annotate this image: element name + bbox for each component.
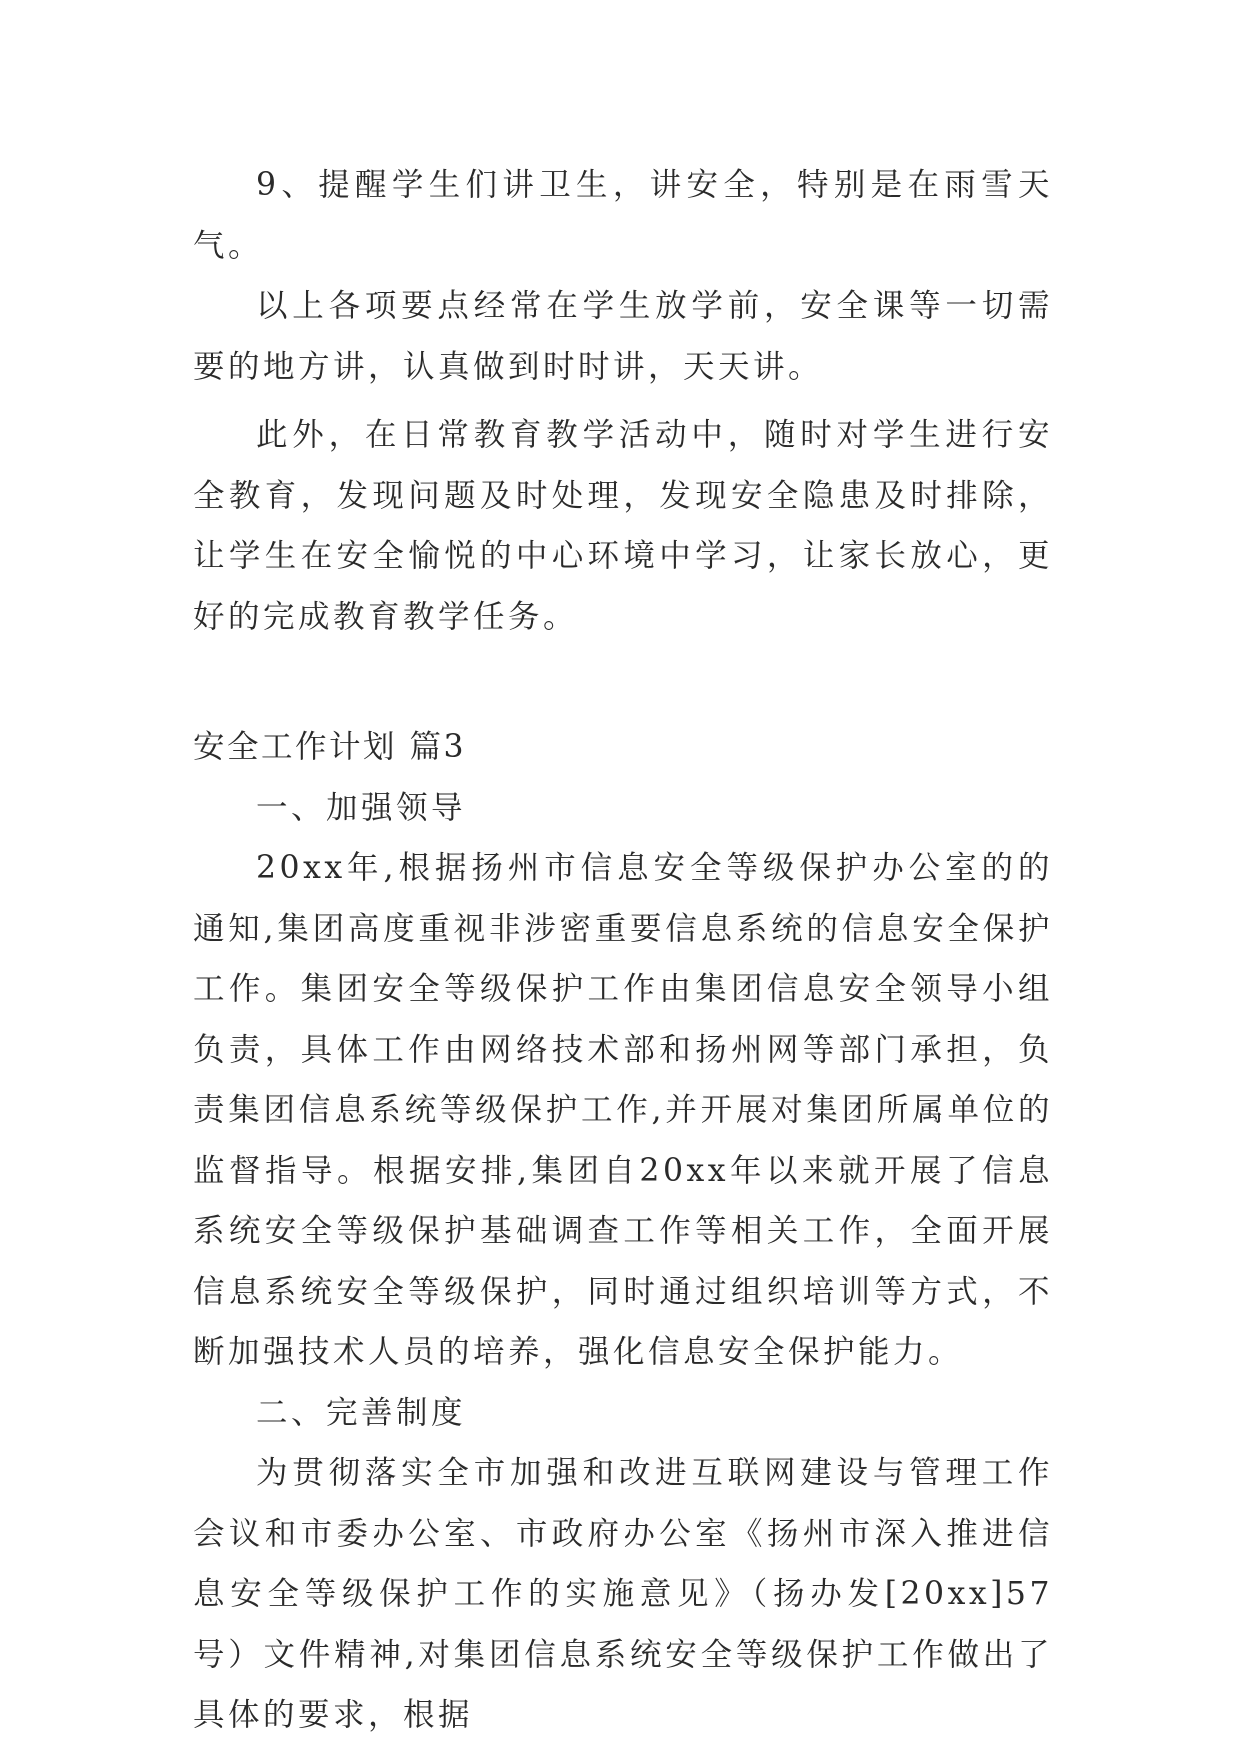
paragraph-additional: 此外，在日常教育教学活动中，随时对学生进行安全教育，发现问题及时处理，发现安全隐患及时排除，让学生在安全愉悦的中心环境中学习，让家长放心，更好的完成教育教学任务。 bbox=[193, 417, 1053, 635]
paragraph-summary: 以上各项要点经常在学生放学前，安全课等一切需要的地方讲，认真做到时时讲，天天讲。 bbox=[193, 288, 1053, 385]
section-2-heading: 二、完善制度 bbox=[256, 1394, 467, 1431]
document-body bbox=[193, 155, 1053, 1746]
paragraph-item-9: 9、提醒学生们讲卫生，讲安全，特别是在雨雪天气。 bbox=[193, 167, 1053, 264]
section-1-heading: 一、加强领导 bbox=[256, 789, 467, 826]
section-2-body: 为贯彻落实全市加强和改进互联网建设与管理工作会议和市委办公室、市政府办公室《扬州市深入推进信息安全等级保护工作的实施意见》（扬办发[20xx]57号）文件精神,对集团信息系统安全等级保护工作做出了具体的要求，根据 bbox=[193, 1455, 1053, 1733]
section-1-body: 20xx年,根据扬州市信息安全等级保护办公室的的通知,集团高度重视非涉密重要信息系统的信息安全保护工作。集团安全等级保护工作由集团信息安全领导小组负责，具体工作由网络技术部和扬州网等部门承担，负责集团信息系统等级保护工作,并开展对集团所属单位的监督指导。根据安排,集团自20xx年以来就开展了信息系统安全等级保护基础调查工作等相关工作，全面开展信息系统安全等级保护，同时通过组织培训等方式，不断加强技术人员的培养，强化信息安全保护能力。 bbox=[193, 850, 1053, 1370]
section-title: 安全工作计划 篇3 bbox=[193, 729, 467, 765]
